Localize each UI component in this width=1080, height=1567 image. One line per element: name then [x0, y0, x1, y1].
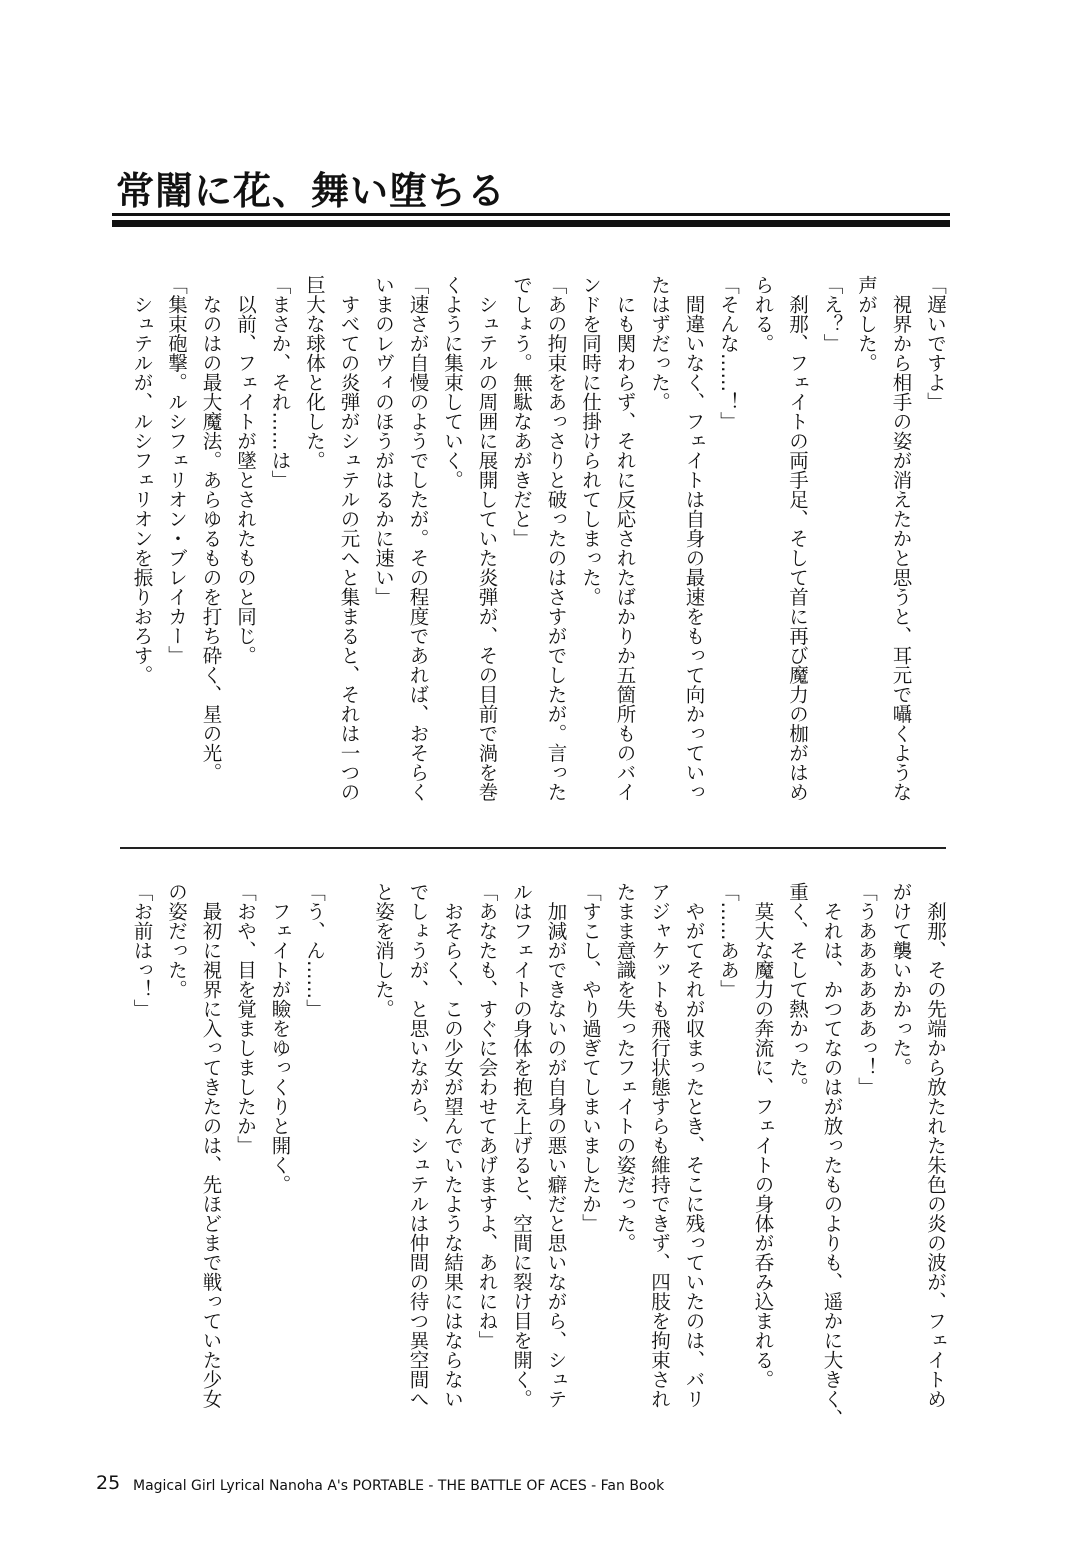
- text-line: くように集束していく。: [441, 275, 464, 490]
- text-line: たまま意識を失ったフェイトの姿だった。: [613, 882, 637, 1253]
- text-line: 「お前はっ！」: [130, 882, 154, 1019]
- text-line: なのはの最大魔法。あらゆるものを打ち砕く、星の光。: [199, 275, 223, 782]
- text-line: 「そんな……！」: [717, 275, 740, 431]
- text-line: それは、かつてなのはが放ったものよりも、遥かに大きく、: [820, 882, 844, 1428]
- page-number: 25: [96, 1472, 121, 1494]
- text-line: 以前、フェイトが墜とされたものと同じ。: [234, 275, 257, 665]
- title-rule-thin: [112, 213, 950, 216]
- chapter-title: 常闇に花、舞い堕ちる: [116, 169, 507, 213]
- text-line: 「おや、目を覚ましましたか」: [234, 882, 257, 1155]
- text-line: 「……ああ」: [717, 882, 740, 999]
- text-line: 間違いなく、フェイトは自身の最速をもって向かっていっ: [682, 275, 706, 802]
- text-line: アジャケットも飛行状態すらも維持できず、四肢を拘束され: [648, 882, 671, 1409]
- text-line: られる。: [751, 275, 775, 353]
- text-line: 「うああああああっ！」: [855, 882, 878, 1097]
- lower-text-block: [124, 882, 952, 1442]
- text-line: 「集束砲撃。ルシフェリオン・ブレイカー」: [165, 275, 188, 665]
- text-line: 「あなたも、すぐに会わせてあげますよ、あれにね」: [475, 882, 499, 1350]
- text-line: 莫大な魔力の奔流に、フェイトの身体が呑み込まれる。: [751, 882, 775, 1389]
- text-line: フェイトが瞼をゆっくりと開く。: [268, 882, 292, 1194]
- text-line: たはずだった。: [648, 275, 671, 412]
- text-line: [331, 882, 366, 1442]
- text-line: 加減ができないのが自身の悪い癖だと思いながら、シュテ: [544, 882, 568, 1409]
- text-line: すべての炎弾がシュテルの元へと集まると、それは一つの: [337, 275, 361, 802]
- text-line: いまのレヴィのほうがはるかに速い」: [372, 275, 395, 607]
- text-line: 刹那、フェイトの両手足、そして首に再び魔力の枷がはめ: [786, 275, 809, 802]
- text-line: 「遅いですよ」: [924, 275, 947, 412]
- text-line: ルはフェイトの身体を抱え上げると、空間に裂け目を開く。: [510, 882, 533, 1409]
- section-divider: [120, 847, 946, 849]
- text-line: おそらく、この少女が望んでいたような結果にはならない: [441, 882, 464, 1409]
- text-line: 「速さが自慢のようでしたが。その程度であれば、おそらく: [406, 275, 430, 802]
- text-line: 最初に視界に入ってきたのは、先ほどまで戦っていた少女: [199, 882, 223, 1409]
- text-line: 声がした。: [855, 275, 878, 373]
- text-line: 「まさか、それ……は」: [268, 275, 292, 490]
- text-line: にも関わらず、それに反応されたばかりか五箇所ものバイ: [613, 275, 637, 802]
- book-title-footer: Magical Girl Lyrical Nanoha A's PORTABLE - THE BATTLE OF ACES - Fan Book: [133, 1478, 665, 1494]
- text-line: でしょう。無駄なあがきだと」: [510, 275, 533, 548]
- text-line: と姿を消した。: [372, 882, 395, 1019]
- text-line: 「すこし、やり過ぎてしまいましたか」: [579, 882, 602, 1233]
- text-line: シュテルが、ルシフェリオンを振りおろす。: [130, 275, 154, 685]
- text-line: 重く、そして熱かった。: [786, 882, 809, 1097]
- text-line: シュテルの周囲に展開していた炎弾が、その目前で渦を巻: [475, 275, 499, 802]
- text-line: でしょうが、と思いながら、シュテルは仲間の待つ異空間へ: [406, 882, 430, 1409]
- text-line: 「あの拘束をあっさりと破ったのはさすがでしたが。言った: [544, 275, 568, 802]
- text-line: 「え？」: [820, 275, 844, 353]
- text-line: 刹那、その先端から放たれた朱色の炎の波が、フェイトめ: [924, 882, 947, 1409]
- text-line: 巨大な球体と化した。: [303, 275, 326, 470]
- text-line: 「う、ん……」: [303, 882, 326, 1019]
- title-rule-thick: [112, 220, 950, 227]
- text-line: 視界から相手の姿が消えたかと思うと、耳元で囁くような: [889, 275, 913, 802]
- text-line: がけて襲いかかった。: [889, 882, 913, 1077]
- text-line: の姿だった。: [165, 882, 188, 999]
- text-line: ンドを同時に仕掛けられてしまった。: [579, 275, 602, 607]
- text-line: やがてそれが収まったとき、そこに残っていたのは、バリ: [682, 882, 706, 1409]
- upper-text-block: [124, 275, 952, 835]
